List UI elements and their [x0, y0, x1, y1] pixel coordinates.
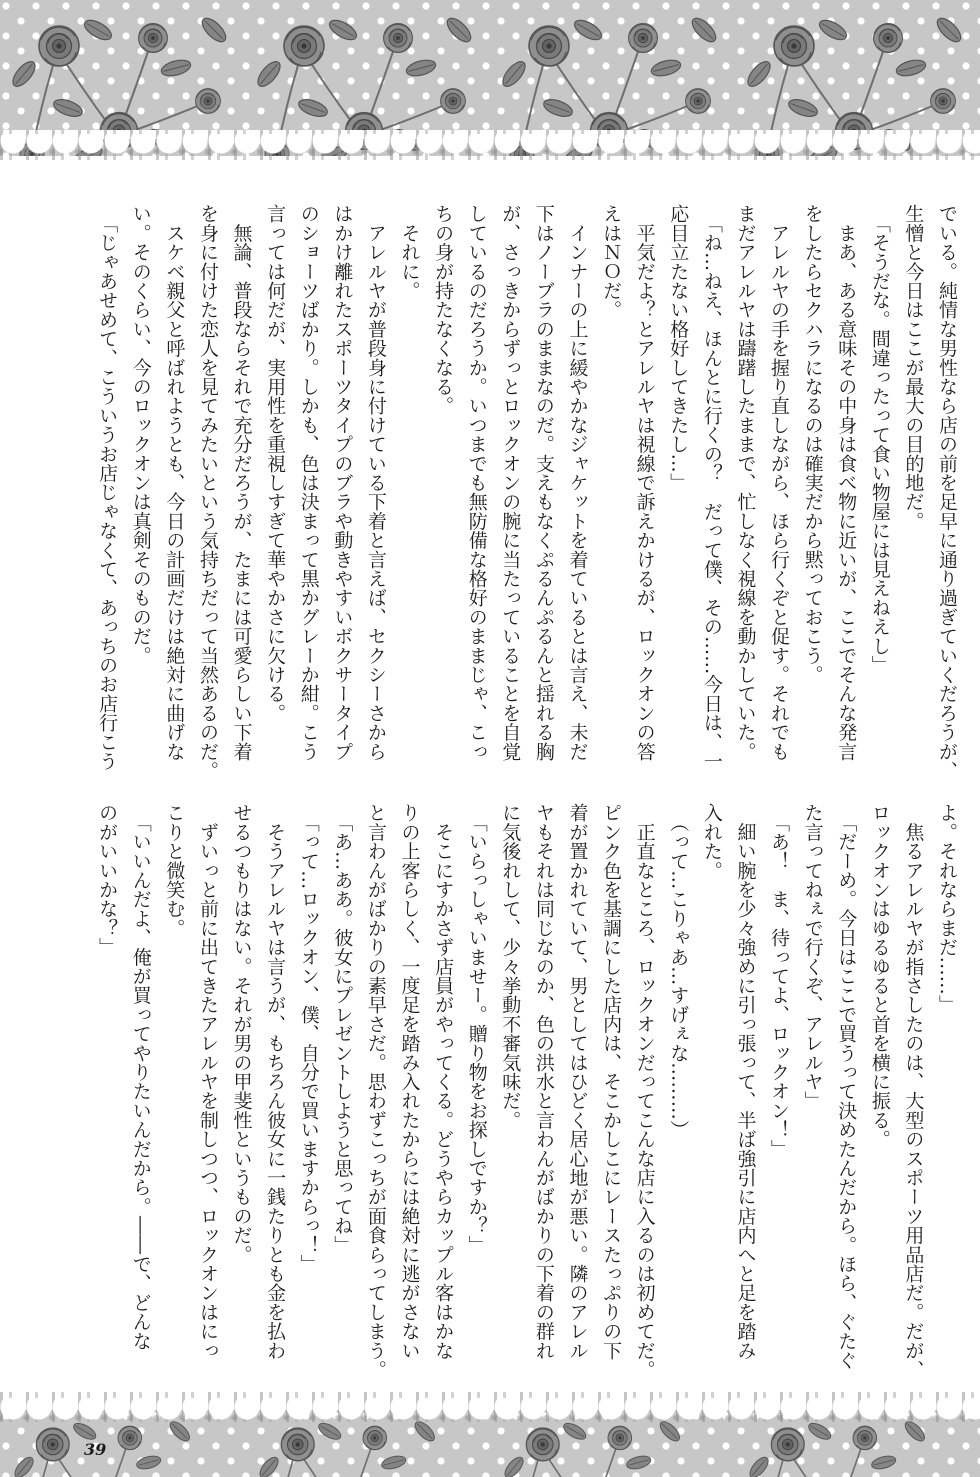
- text-column: 細い腕を少々強めに引っ張って、半ば強引に店内へと足を踏み: [734, 803, 757, 1360]
- text-column: 「ね…ねえ、ほんとに行くの？ だって僕、その……今日は、一: [700, 204, 723, 771]
- text-column: た言ってねぇで行くぞ、アレルヤ」: [801, 803, 824, 1111]
- text-column: はかけ離れたスポーツタイプのブラや動きやすいボクサータイプ: [331, 204, 354, 761]
- text-column: 焦るアレルヤが指さしたのは、大型のスポーツ用品店だ。だが、: [902, 803, 925, 1379]
- text-column: そうアレルヤは言うが、もちろん彼女に一銭たりとも金を払わ: [264, 803, 287, 1360]
- text-column: 無論、普段ならそれで充分だろうが、たまには可愛らしい下着: [230, 204, 253, 761]
- text-column: 「だーめ。今日はここで買うって決めたんだから。ほら、ぐたぐ: [835, 803, 858, 1370]
- text-column: よ。それならまだ……」: [936, 803, 958, 1015]
- text-column: 着が置かれていて、男としてはひどく居心地が悪い。隣のアレル: [566, 803, 589, 1360]
- page-number: 39: [84, 1440, 107, 1459]
- text-column: を身に付けた恋人を見てみたいという気持ちだって当然あるのだ。: [196, 204, 219, 780]
- text-column: アレルヤが普段身に付けている下着と言えば、セクシーさから: [364, 204, 387, 761]
- text-column: そこにすかさず店員がやってくる。どうやらカップル客はかな: [432, 803, 455, 1360]
- text-column: インナーの上に緩やかなジャケットを着ているとは言え、未だ: [566, 204, 589, 761]
- text-column: ヤもそれは同じなのか、色の洪水と言わんがばかりの下着の群れ: [532, 803, 555, 1360]
- text-column: のがいいかな？」: [96, 803, 119, 957]
- text-column: しているのだろうか。いつまでも無防備な格好のままじゃ、こっ: [465, 204, 488, 761]
- text-column: 「あ！ ま、待ってよ、ロックオン！」: [768, 803, 791, 1159]
- text-column: 「って…ロックオン、僕、自分で買いますからっ！」: [297, 803, 320, 1274]
- text-column: ずいっと前に出てきたアレルヤを制しつつ、ロックオンはにっ: [196, 803, 219, 1360]
- text-column: ピンク色を基調にした店内は、そこかしこにレースたっぷりの下: [600, 803, 623, 1360]
- text-column: 言っては何だが、実用性を重視しすぎて華やかさに欠ける。: [264, 204, 287, 723]
- text-column: スケベ親父と呼ばれようとも、今日の計画だけは絶対に曲げな: [163, 204, 186, 761]
- text-column: のショーツばかり。しかも、色は決まって黒かグレーか紺。こう: [297, 204, 320, 761]
- text-column: （って…こりゃあ…すげぇな………）: [667, 803, 690, 1140]
- text-column: 応目立たない格好してきたし…」: [667, 204, 690, 492]
- text-column: い。そのくらい、今のロックオンは真剣そのものだ。: [129, 204, 152, 665]
- text-column: 下はノーブラのままなのだ。支えもなくぷるんぷるんと揺れる胸: [532, 204, 555, 761]
- text-column: アレルヤの手を握り直しながら、ほら行くぞと促す。それでも: [768, 204, 791, 761]
- lace-trim-top-icon: [0, 130, 980, 160]
- text-column: でいる。純情な男性なら店の前を足早に通り過ぎていくだろうが、: [936, 204, 958, 780]
- text-column: こりと微笑む。: [163, 803, 186, 938]
- text-column: をしたらセクハラになるのは確実だから黙っておこう。: [801, 204, 824, 684]
- lace-trim-bottom-icon: [0, 1392, 980, 1422]
- text-column: に気後れして、少々挙動不審気味だ。: [499, 803, 522, 1130]
- text-column: りの上客らしく、一度足を踏み入れたからには絶対に逃がさない: [398, 803, 421, 1360]
- text-column: 正直なところ、ロックオンだってこんな店に入るのは初めてだ。: [633, 803, 656, 1379]
- text-column: それに。: [398, 204, 421, 300]
- text-column: 「いいんだよ、俺が買ってやりたいんだから。――で、どんな: [129, 803, 152, 1351]
- text-column: ちの身が持たなくなる。: [432, 204, 455, 416]
- text-column: まだアレルヤは躊躇したままで、忙しなく視線を動かしていた。: [734, 204, 757, 761]
- text-column: と言わんがばかりの素早さだ。思わずこっちが面食らってしまう。: [364, 803, 387, 1379]
- text-column: 「そうだな。間違ったって食い物屋には見えねえし」: [868, 204, 891, 675]
- text-column: が、さっきからずっとロックオンの腕に当たっていることを自覚: [499, 204, 522, 761]
- text-column: まあ、ある意味その中身は食べ物に近いが、ここでそんな発言: [835, 204, 858, 761]
- text-block-lower: [87, 803, 963, 1381]
- text-column: せるつもりはない。それが男の甲斐性というものだ。: [230, 803, 253, 1264]
- text-column: 入れた。: [700, 803, 723, 880]
- text-column: えはＮＯだ。: [600, 204, 623, 320]
- text-column: 「あ…ああ。彼女にプレゼントしようと思ってね」: [331, 803, 354, 1255]
- text-column: 「じゃあせめて、こういうお店じゃなくて、あっちのお店行こう: [96, 204, 119, 771]
- text-block-upper: [87, 204, 963, 782]
- text-column: 平気だよ？とアレルヤは視線で訴えかけるが、ロックオンの答: [633, 204, 656, 761]
- text-column: 「いらっしゃいませー。贈り物をお探しですか？」: [465, 803, 488, 1255]
- text-column: 生憎と今日はここが最大の目的地だ。: [902, 204, 925, 531]
- text-column: ロックオンはゆるゆると首を横に振る。: [868, 803, 891, 1149]
